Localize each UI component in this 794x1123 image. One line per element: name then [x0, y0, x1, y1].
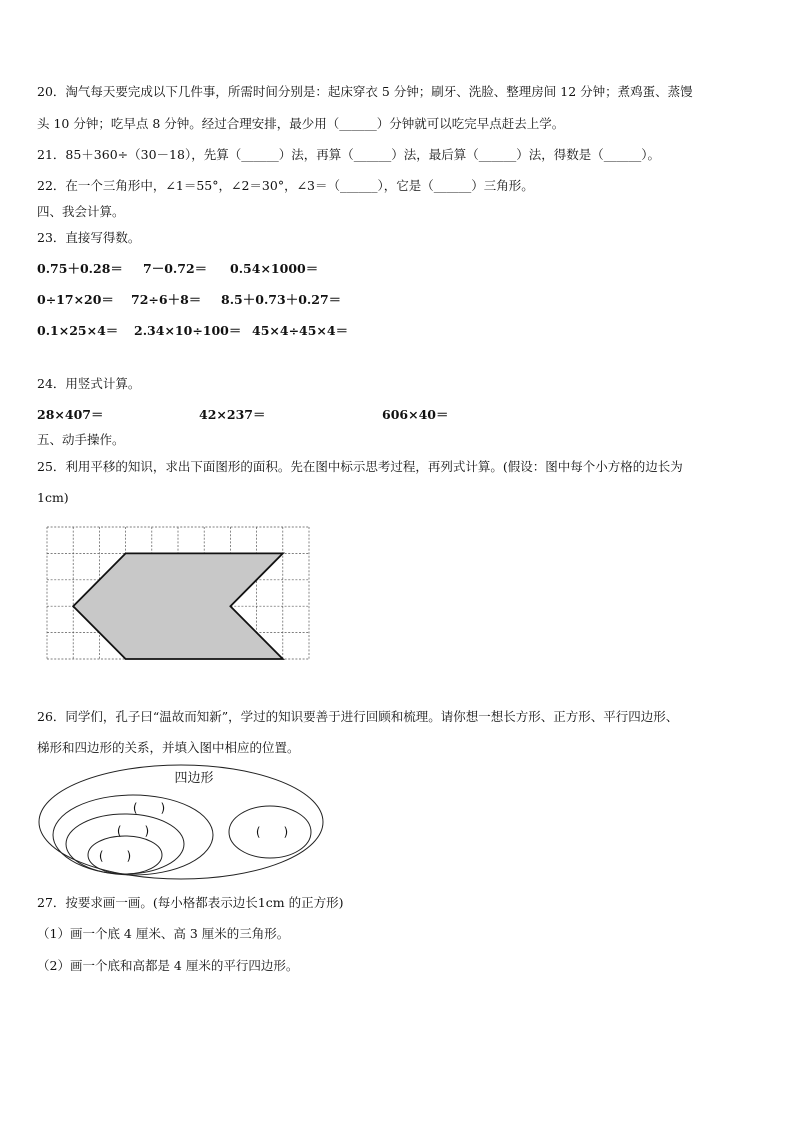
q23-item: 0÷17×20＝ — [37, 292, 114, 307]
quadrilateral-label: 四边形 — [174, 771, 214, 786]
q23-item: 0.54×1000＝ — [230, 261, 319, 276]
q24-item: 42×237＝ — [199, 407, 266, 422]
q23-item: 45×4÷45×4＝ — [252, 323, 349, 338]
q23-item: 72÷6＋8＝ — [131, 292, 202, 307]
blank-label: ( ) — [116, 824, 150, 838]
q22: 22．在一个三角形中，∠1＝55°，∠2＝30°，∠3＝（______），它是（______）三角形。 — [37, 178, 534, 193]
q25-grid-figure — [40, 522, 314, 664]
q27-part1: （1）画一个底 4 厘米、高 3 厘米的三角形。 — [37, 926, 290, 941]
section-4-heading: 四、我会计算。 — [37, 204, 125, 219]
rectangle-ellipse — [66, 814, 184, 874]
q27-title: 27．按要求画一画。(每小格都表示边长1cm 的正方形) — [37, 895, 344, 910]
q23-item: 8.5＋0.73＋0.27＝ — [221, 292, 342, 307]
q26-line2: 梯形和四边形的关系，并填入图中相应的位置。 — [37, 740, 300, 755]
q25-line2: 1cm) — [37, 490, 69, 505]
q27-part2: （2）画一个底和高都是 4 厘米的平行四边形。 — [37, 958, 299, 973]
blank-label: ( ) — [98, 849, 132, 863]
q26-line1: 26．同学们，孔子曰“温故而知新”，学过的知识要善于进行回顾和梳理。请你想一想长方形、正方形、平行四边形、 — [37, 709, 679, 724]
q23-item: 0.1×25×4＝ — [37, 323, 119, 338]
q20-line1: 20．淘气每天要完成以下几件事，所需时间分别是：起床穿衣 5 分钟；刷牙、洗脸、整理房间 12 分钟；煮鸡蛋、蒸馒 — [37, 84, 693, 99]
section-5-heading: 五、动手操作。 — [37, 432, 125, 447]
q21: 21．85＋360÷（30－18），先算（______）法，再算（______）法，最后算（______）法，得数是（______）。 — [37, 147, 660, 162]
blank-label: ( ) — [255, 825, 289, 839]
q26-venn-diagram — [30, 760, 330, 885]
q20-line2: 头 10 分钟；吃早点 8 分钟。经过合理安排，最少用（______）分钟就可以吃完早点赶去上学。 — [37, 116, 565, 131]
q24-title: 24．用竖式计算。 — [37, 376, 141, 391]
q23-item: 0.75＋0.28＝ — [37, 261, 123, 276]
q25-line1: 25．利用平移的知识，求出下面图形的面积。先在图中标示思考过程，再列式计算。(假设：图中每个小方格的边长为 — [37, 459, 683, 474]
q24-item: 606×40＝ — [382, 407, 449, 422]
blank-label: ( ) — [132, 801, 166, 815]
q23-item: 7－0.72＝ — [143, 261, 208, 276]
q23-title: 23．直接写得数。 — [37, 230, 141, 245]
q23-item: 2.34×10÷100＝ — [134, 323, 242, 338]
q24-item: 28×407＝ — [37, 407, 104, 422]
chevron-shape — [73, 553, 283, 659]
